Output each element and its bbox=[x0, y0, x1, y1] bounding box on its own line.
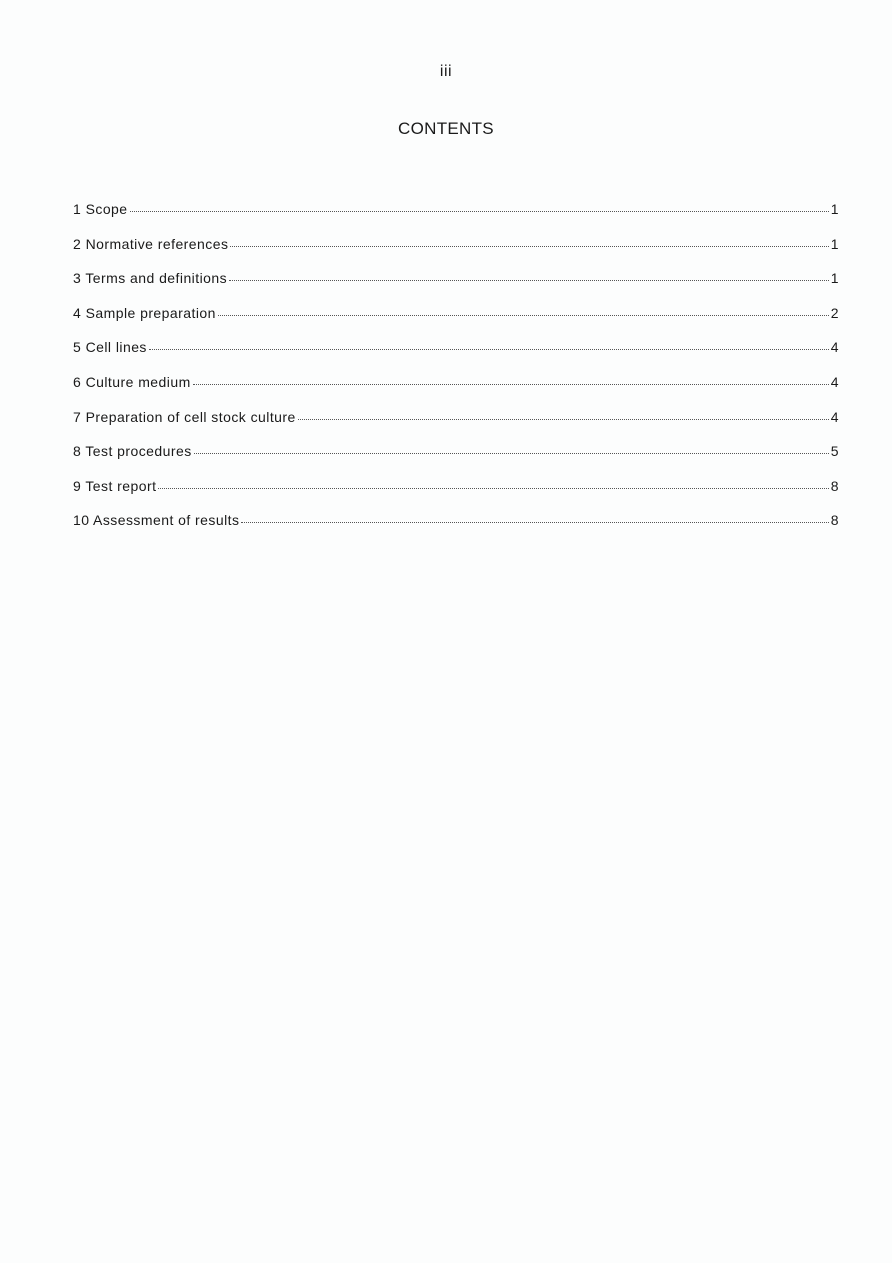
toc-entry-page: 4 bbox=[830, 339, 839, 356]
toc-entry-label: 7 Preparation of cell stock culture bbox=[73, 408, 296, 425]
toc-entry-page: 5 bbox=[830, 443, 839, 460]
dot-leader bbox=[130, 210, 829, 212]
toc-entry-label: 3 Terms and definitions bbox=[73, 270, 228, 287]
toc-entry-label: 1 Scope bbox=[73, 201, 128, 217]
dot-leader bbox=[229, 279, 829, 281]
toc-entry-cell-lines[interactable] bbox=[73, 339, 839, 374]
toc-entry-label: 4 Sample preparation bbox=[73, 304, 216, 321]
dot-leader bbox=[230, 245, 828, 247]
toc-entry-page: 4 bbox=[830, 373, 839, 390]
toc-entry-scope[interactable] bbox=[73, 201, 839, 236]
toc-entry-label: 8 Test procedures bbox=[73, 443, 192, 460]
dot-leader bbox=[241, 521, 828, 523]
toc-entry-page: 1 bbox=[830, 270, 839, 287]
dot-leader bbox=[158, 487, 828, 489]
toc-entry-page: 1 bbox=[830, 235, 839, 252]
dot-leader bbox=[218, 314, 829, 316]
toc-entry-label: 5 Cell lines bbox=[73, 339, 147, 356]
toc-entry-normative-references[interactable] bbox=[73, 236, 839, 271]
toc-entry-test-report[interactable] bbox=[73, 478, 839, 513]
dot-leader bbox=[194, 452, 829, 454]
toc-entry-page: 2 bbox=[830, 304, 839, 321]
dot-leader bbox=[298, 418, 829, 420]
toc-entry-sample-preparation[interactable] bbox=[73, 305, 839, 340]
toc-entry-page: 8 bbox=[830, 477, 839, 494]
toc-entry-cell-stock-culture[interactable] bbox=[73, 409, 839, 444]
toc-entry-page: 1 bbox=[830, 201, 839, 217]
toc-entry-page: 4 bbox=[830, 408, 839, 425]
dot-leader bbox=[149, 348, 829, 350]
toc-entry-label: 9 Test report bbox=[73, 477, 157, 494]
toc-entry-page: 8 bbox=[830, 512, 839, 529]
toc-entry-terms-and-definitions[interactable] bbox=[73, 270, 839, 305]
contents-heading: CONTENTS bbox=[398, 119, 494, 138]
toc-entry-assessment-of-results[interactable] bbox=[73, 512, 839, 547]
dot-leader bbox=[193, 383, 829, 385]
page-number: iii bbox=[439, 63, 453, 80]
table-of-contents bbox=[73, 201, 839, 547]
toc-entry-label: 10 Assessment of results bbox=[73, 512, 240, 529]
toc-entry-label: 6 Culture medium bbox=[73, 373, 191, 390]
toc-entry-label: 2 Normative references bbox=[73, 235, 229, 252]
toc-entry-test-procedures[interactable] bbox=[73, 443, 839, 478]
toc-entry-culture-medium[interactable] bbox=[73, 374, 839, 409]
